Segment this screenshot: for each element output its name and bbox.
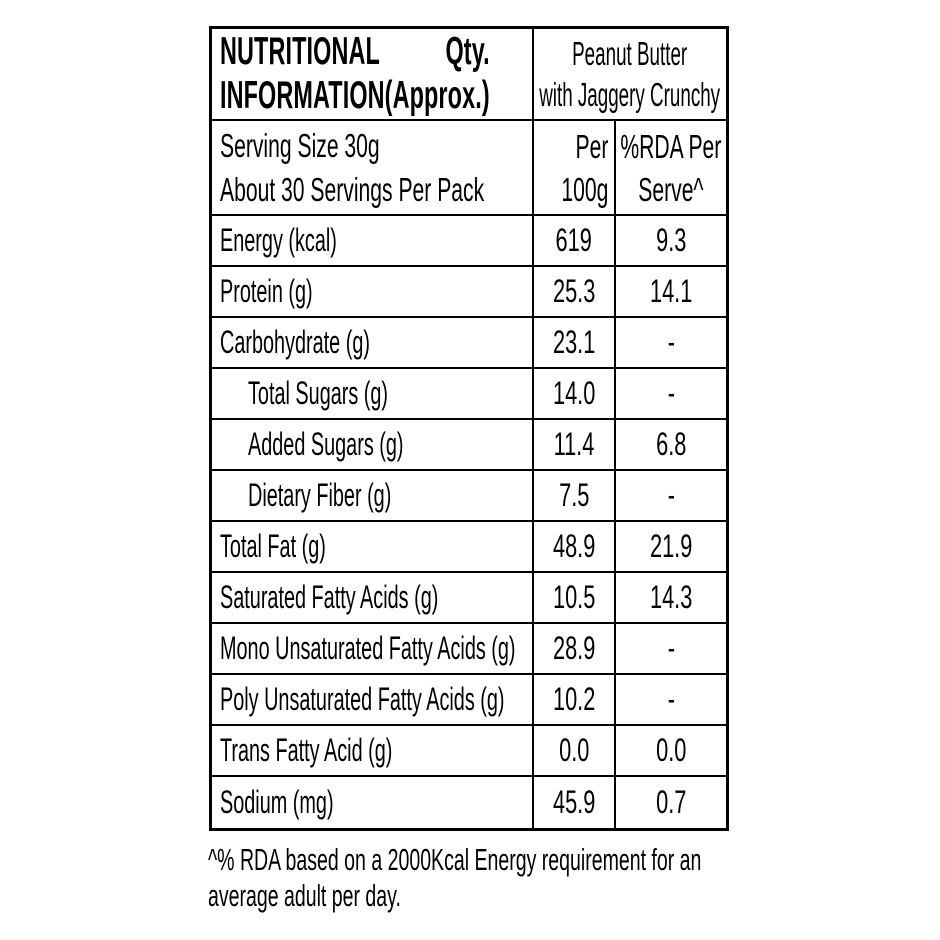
product-name-cell bbox=[534, 29, 726, 119]
per100-value-cell bbox=[534, 675, 616, 724]
row-total-sugars bbox=[212, 369, 726, 420]
per100-value-cell bbox=[534, 522, 616, 571]
per100-value: 0.0 bbox=[558, 732, 590, 768]
rda-value: 14.3 bbox=[649, 579, 693, 615]
rda-value-cell bbox=[616, 726, 726, 775]
rda-value-cell bbox=[616, 216, 726, 265]
rda-footnote-line2: average adult per day. bbox=[208, 878, 401, 913]
rda-value-cell bbox=[616, 522, 726, 571]
rda-value-cell bbox=[616, 471, 726, 520]
title-word-information: INFORMATION bbox=[220, 74, 385, 117]
nutrient-label: Added Sugars (g) bbox=[248, 426, 404, 462]
nutrient-label-cell bbox=[212, 471, 534, 520]
serving-size-line2: About 30 Servings Per Pack bbox=[220, 170, 485, 208]
rda-value-cell bbox=[616, 369, 726, 418]
rda-value-cell bbox=[616, 777, 726, 828]
row-added-sugars bbox=[212, 420, 726, 471]
per100-value-cell bbox=[534, 369, 616, 418]
rda-value: - bbox=[667, 477, 675, 513]
per-100g-line1: Per bbox=[575, 127, 608, 165]
per-100g-line2: 100g bbox=[561, 170, 608, 208]
per100-value-cell bbox=[534, 726, 616, 775]
rda-value: - bbox=[667, 630, 675, 666]
title-word-approx: (Approx.) bbox=[384, 74, 490, 117]
rda-column-header-cell bbox=[616, 121, 726, 214]
rda-value: - bbox=[667, 681, 675, 717]
rda-column-header bbox=[621, 125, 722, 211]
nutrient-label-cell bbox=[212, 420, 534, 469]
nutrient-label: Sodium (mg) bbox=[220, 784, 334, 820]
nutrient-label-cell bbox=[212, 726, 534, 775]
per100-value: 10.5 bbox=[552, 579, 596, 615]
row-energy bbox=[212, 216, 726, 267]
title-word-qty: Qty. bbox=[445, 30, 490, 73]
per100-value-cell bbox=[534, 318, 616, 367]
nutrient-label-cell bbox=[212, 675, 534, 724]
row-carbohydrate bbox=[212, 318, 726, 369]
per100-value: 619 bbox=[555, 222, 593, 258]
row-sodium bbox=[212, 777, 726, 828]
nutrient-label: Carbohydrate (g) bbox=[220, 324, 370, 360]
per100-value-cell bbox=[534, 624, 616, 673]
rda-value: 9.3 bbox=[655, 222, 687, 258]
row-saturated-fatty-acids bbox=[212, 573, 726, 624]
nutritional-information-title bbox=[220, 30, 490, 118]
per100-value-cell bbox=[534, 573, 616, 622]
nutritional-information-header-cell bbox=[212, 29, 534, 119]
title-word-nutritional: NUTRITIONAL bbox=[220, 30, 380, 73]
nutrient-label: Energy (kcal) bbox=[220, 222, 337, 258]
rda-value: 21.9 bbox=[649, 528, 693, 564]
per-100g-column-header bbox=[561, 125, 608, 211]
product-name-line1: Peanut Butter bbox=[572, 35, 688, 72]
nutrient-label: Dietary Fiber (g) bbox=[248, 477, 392, 513]
nutrient-label: Trans Fatty Acid (g) bbox=[220, 732, 393, 768]
rda-value: 0.0 bbox=[655, 732, 687, 768]
nutrient-label: Saturated Fatty Acids (g) bbox=[220, 579, 439, 615]
serving-size-cell bbox=[212, 121, 534, 214]
per-100g-column-header-cell bbox=[534, 121, 616, 214]
per100-value: 25.3 bbox=[552, 273, 596, 309]
nutrient-label-cell bbox=[212, 522, 534, 571]
nutrient-label-cell bbox=[212, 573, 534, 622]
row-protein bbox=[212, 267, 726, 318]
rda-header-line1: %RDA Per bbox=[620, 127, 722, 165]
per100-value: 28.9 bbox=[552, 630, 596, 666]
nutrient-label: Protein (g) bbox=[220, 273, 313, 309]
nutrient-label-cell bbox=[212, 318, 534, 367]
per100-value: 48.9 bbox=[552, 528, 596, 564]
per100-value: 7.5 bbox=[558, 477, 590, 513]
nutrient-label-cell bbox=[212, 777, 534, 828]
rda-value-cell bbox=[616, 267, 726, 316]
nutrient-label-cell bbox=[212, 369, 534, 418]
rda-value: 6.8 bbox=[655, 426, 687, 462]
product-name-line2: with Jaggery Crunchy bbox=[539, 76, 721, 113]
rda-value: 0.7 bbox=[655, 784, 687, 820]
rda-value-cell bbox=[616, 318, 726, 367]
row-mono-unsaturated-fatty-acids bbox=[212, 624, 726, 675]
per100-value-cell bbox=[534, 471, 616, 520]
nutrient-label-cell bbox=[212, 267, 534, 316]
per100-value-cell bbox=[534, 420, 616, 469]
product-name bbox=[540, 33, 721, 115]
table-header-row bbox=[212, 29, 726, 121]
nutrient-label-cell bbox=[212, 624, 534, 673]
row-poly-unsaturated-fatty-acids bbox=[212, 675, 726, 726]
nutrient-label-cell bbox=[212, 216, 534, 265]
serving-size-line1: Serving Size 30g bbox=[220, 126, 380, 164]
per100-value: 11.4 bbox=[553, 426, 595, 462]
rda-value-cell bbox=[616, 624, 726, 673]
per100-value-cell bbox=[534, 267, 616, 316]
nutrient-label: Total Sugars (g) bbox=[248, 375, 389, 411]
rda-footnote-line1: ^% RDA based on a 2000Kcal Energy requirement for an bbox=[208, 842, 702, 877]
table-subheader-row bbox=[212, 121, 726, 216]
row-total-fat bbox=[212, 522, 726, 573]
per100-value-cell bbox=[534, 777, 616, 828]
row-dietary-fiber bbox=[212, 471, 726, 522]
nutrient-label: Mono Unsaturated Fatty Acids (g) bbox=[220, 630, 516, 666]
per100-value: 45.9 bbox=[552, 784, 596, 820]
per100-value: 23.1 bbox=[552, 324, 596, 360]
serving-size-text bbox=[220, 124, 484, 212]
per100-value: 10.2 bbox=[552, 681, 596, 717]
nutrient-label: Total Fat (g) bbox=[220, 528, 326, 564]
rda-value: - bbox=[667, 375, 675, 411]
per100-value-cell bbox=[534, 216, 616, 265]
per100-value: 14.0 bbox=[552, 375, 596, 411]
nutrition-facts-table bbox=[209, 26, 729, 831]
rda-value: 14.1 bbox=[649, 273, 693, 309]
rda-header-line2: Serve^ bbox=[638, 170, 704, 208]
rda-value: - bbox=[667, 324, 675, 360]
rda-value-cell bbox=[616, 573, 726, 622]
nutrient-label: Poly Unsaturated Fatty Acids (g) bbox=[220, 681, 505, 717]
rda-value-cell bbox=[616, 675, 726, 724]
rda-footnote bbox=[208, 842, 748, 914]
row-trans-fatty-acid bbox=[212, 726, 726, 777]
rda-value-cell bbox=[616, 420, 726, 469]
